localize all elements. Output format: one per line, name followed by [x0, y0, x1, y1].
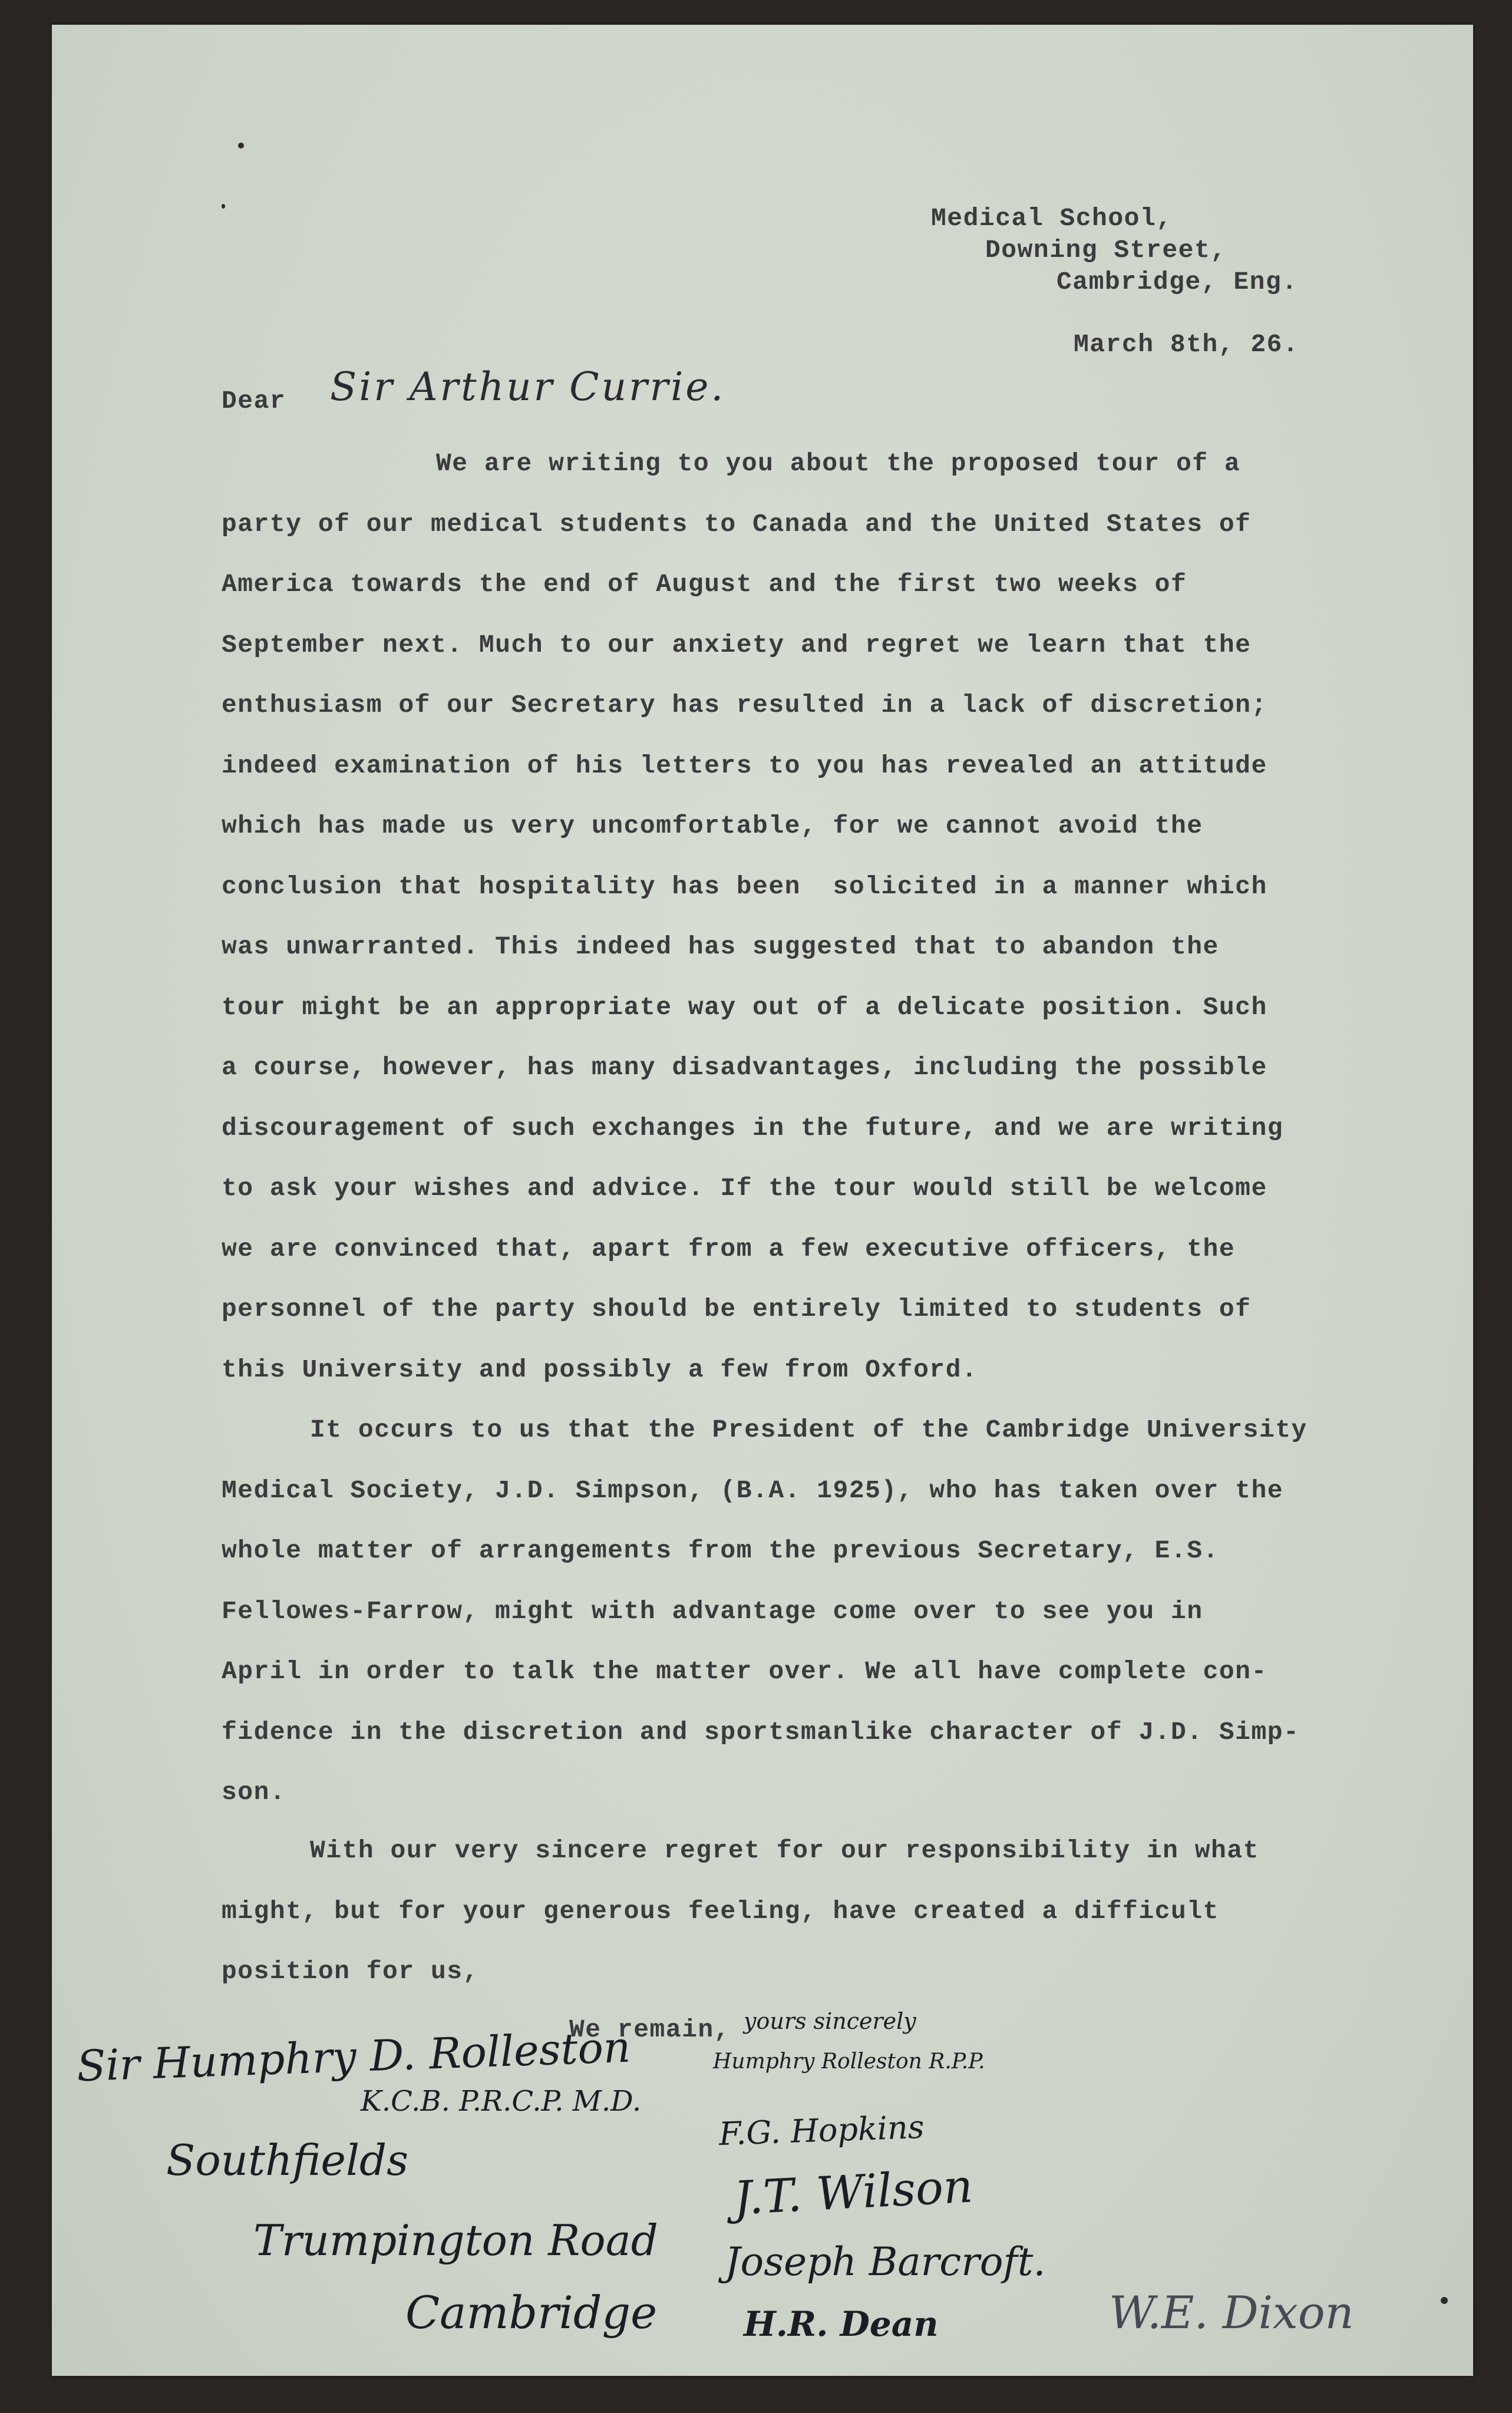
body-line: April in order to talk the matter over. We all have complete con-	[222, 1657, 1267, 1686]
body-line: Medical Society, J.D. Simpson, (B.A. 1925), who has taken over the	[222, 1475, 1284, 1505]
body-line: this University and possibly a few from Oxford.	[222, 1355, 978, 1384]
body-line: Fellowes-Farrow, might with advantage come over to see you in	[222, 1596, 1203, 1626]
letterhead-line: Cambridge, Eng.	[1057, 268, 1298, 296]
salutation-handwritten-name: Sir Arthur Currie.	[330, 364, 726, 410]
body-line: party of our medical students to Canada and the United States of	[222, 509, 1252, 539]
ink-dot	[1441, 2297, 1448, 2304]
body-line: we are convinced that, apart from a few executive officers, the	[222, 1234, 1236, 1263]
address-line: Cambridge	[405, 2286, 658, 2339]
body-line: tour might be an appropriate way out of a delicate position. Such	[222, 992, 1267, 1022]
letterhead-line: Medical School,	[931, 204, 1173, 233]
closing-typed: We remain,	[569, 2015, 731, 2044]
body-line: personnel of the party should be entirely limited to students of	[222, 1295, 1252, 1323]
body-line: enthusiasm of our Secretary has resulted in a lack of discretion;	[222, 691, 1267, 719]
body-line: September next. Much to our anxiety and regret we learn that the	[222, 630, 1252, 659]
signature-hopkins: F.G. Hopkins	[718, 2108, 925, 2153]
signature-rolleston: Humphry Rolleston R.P.P.	[713, 2049, 985, 2074]
ink-dot	[238, 143, 244, 148]
body-line: discouragement of such exchanges in the future, and we are writing	[222, 1113, 1284, 1143]
body-line: to ask your wishes and advice. If the tour would still be welcome	[222, 1174, 1267, 1203]
signature-dean: H.R. Dean	[744, 2304, 939, 2344]
address-line: Trumpington Road	[253, 2216, 658, 2265]
signature-barcroft: Joseph Barcroft.	[725, 2239, 1046, 2285]
body-line: fidence in the discretion and sportsmanlike character of J.D. Simp-	[222, 1717, 1300, 1747]
salutation-dear: Dear	[222, 387, 286, 415]
body-line: It occurs to us that the President of the Cambridge University	[310, 1415, 1308, 1444]
body-line: indeed examination of his letters to you has revealed an attitude	[222, 751, 1267, 780]
body-line: conclusion that hospitality has been solicited in a manner which	[222, 872, 1267, 901]
letterhead-line: Downing Street,	[985, 236, 1227, 265]
body-line: position for us,	[222, 1957, 479, 1986]
body-line: might, but for your generous feeling, have created a difficult	[222, 1896, 1219, 1926]
address-line: Southfields	[166, 2135, 409, 2185]
ink-dot	[222, 204, 225, 209]
closing-handwritten: yours sincerely	[744, 2008, 916, 2034]
signature-wilson: J.T. Wilson	[732, 2160, 975, 2226]
body-line: which has made us very uncomfortable, for we cannot avoid the	[222, 811, 1203, 840]
body-line: We are writing to you about the proposed tour of a	[436, 449, 1241, 478]
body-line: was unwarranted. This indeed has suggested that to abandon the	[222, 932, 1219, 961]
signature-dixon: W.E. Dixon	[1109, 2286, 1354, 2339]
body-line: whole matter of arrangements from the previous Secretary, E.S.	[222, 1536, 1219, 1565]
body-line: a course, however, has many disadvantages, including the possible	[222, 1053, 1267, 1082]
body-line: son.	[222, 1778, 286, 1807]
letter-date: March 8th, 26.	[1074, 330, 1299, 359]
address-line: Sir Humphry D. Rolleston	[75, 2022, 632, 2091]
body-line: With our very sincere regret for our responsibility in what	[310, 1836, 1259, 1865]
address-line: K.C.B. P.R.C.P. M.D.	[361, 2085, 642, 2118]
body-line: America towards the end of August and the first two weeks of	[222, 570, 1187, 599]
